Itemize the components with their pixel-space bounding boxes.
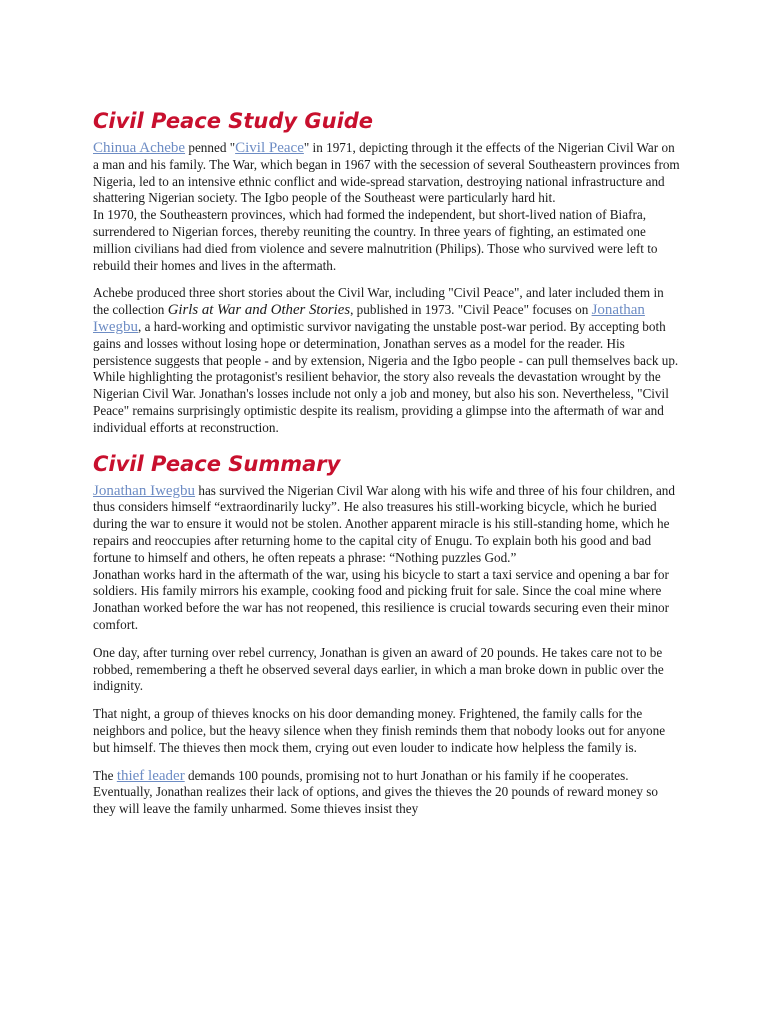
summary-heading: Civil Peace Summary (93, 451, 341, 476)
text-span: Achebe produced three short stories about the Civil War, including "Civil Peace", and later included them in the collection (93, 285, 664, 318)
story-link[interactable]: Civil Peace (235, 140, 304, 156)
text-span: has survived the Nigerian Civil War along with his wife and three of his four children, and thus considers himself “extraordinarily lucky”. He also treasures his still-working bicycle, which he buried during the war to ensure it would not be stolen. Another apparent miracle is his still-standing home, which he repairs and reoccupies after returning home to the capital city of Enugu. To explain both his good and bad fortune to himself and others, he often repeats a phrase: “Nothing puzzles God.” (93, 482, 675, 565)
paragraph-spacer (93, 634, 683, 645)
paragraph-spacer (93, 274, 683, 285)
summary-paragraph-3: One day, after turning over rebel currency, Jonathan is given an award of 20 pounds. He takes care not to be robbed, remembering a theft he observed several days earlier, in which a man broke down in public over the indignity. (93, 644, 664, 694)
text-span: demands 100 pounds, promising not to hurt Jonathan or his family if he cooperates. Eventually, Jonathan realizes their lack of options, and gives the thieves the 20 pounds of reward money so they will leave the family unharmed. Some thieves insist they (93, 767, 658, 817)
summary-paragraph-2: Jonathan works hard in the aftermath of the war, using his bicycle to start a taxi service and opening a bar for soldiers. His family mirrors his example, cooking food and picking fruit for sale. Since the coal mine where Jonathan worked before the war has not reopened, this resilience is crucial towards securing even their minor comfort. (93, 566, 670, 632)
book-title: Girls at War and Other Stories (167, 302, 351, 319)
text-span: , a hard-working and optimistic survivor navigating the unstable post-war period. By accepting both gains and losses without losing hope or determination, Jonathan serves as a model for the reader. His persistence suggests that people - and by extension, Nigeria and the Igbo people - can pull themselves back up. While highlighting the protagonist's resilient behavior, the story also reveals the devastation wrought by the Nigerian Civil War. Jonathan's losses include not only a job and money, but also his son. Nevertheless, "Civil Peace" remains surprisingly optimistic despite its realism, providing a glimpse into the aftermath of war and individual efforts at reconstruction. (93, 318, 679, 435)
study-guide-paragraph-3 (93, 285, 683, 436)
thief-leader-link[interactable]: thief leader (116, 767, 185, 784)
summary-paragraph-4: That night, a group of thieves knocks on his door demanding money. Frightened, the family calls for the neighbors and police, but the heavy silence when they finish reminds them that nobody looks out for anyone but himself. The thieves then mock them, crying out even louder to indicate how helpless the family is. (93, 706, 666, 755)
author-link[interactable]: Chinua Achebe (93, 140, 186, 156)
paragraph-spacer (93, 695, 683, 706)
character-link[interactable]: Jonathan Iwegbu (93, 482, 196, 499)
text-span: " in 1971, depicting through it the effects of the Nigerian Civil War on a man and his family. The War, which began in 1967 with the secession of several Southeastern provinces from Nigeria, led to an intensive ethnic conflict and wide-spread starvation, destroying national infrastructure and shattering Nigerian society. The Igbo people of the Southeast were particularly hard hit. (93, 140, 680, 206)
text-span: , published in 1973. "Civil Peace" focuses on (350, 302, 592, 318)
study-guide-paragraph-1 (93, 140, 683, 207)
summary-paragraph-5 (93, 768, 683, 818)
paragraph-spacer (93, 757, 683, 768)
text-span: The (93, 767, 117, 783)
character-link[interactable]: Jonathan Iwegbu (93, 302, 645, 335)
study-guide-heading: Civil Peace Study Guide (93, 109, 374, 133)
text-span: penned " (185, 140, 236, 155)
summary-paragraph-1 (93, 483, 683, 567)
document-content (93, 104, 683, 818)
study-guide-paragraph-2: In 1970, the Southeastern provinces, which had formed the independent, but short-lived nation of Biafra, surrendered to Nigerian forces, thereby reuniting the country. In three years of fighting, an estimated one million civilians had died from violence and severe malnutrition (Philips). Those who survived were left to rebuild their homes and lives in the aftermath. (93, 207, 658, 273)
